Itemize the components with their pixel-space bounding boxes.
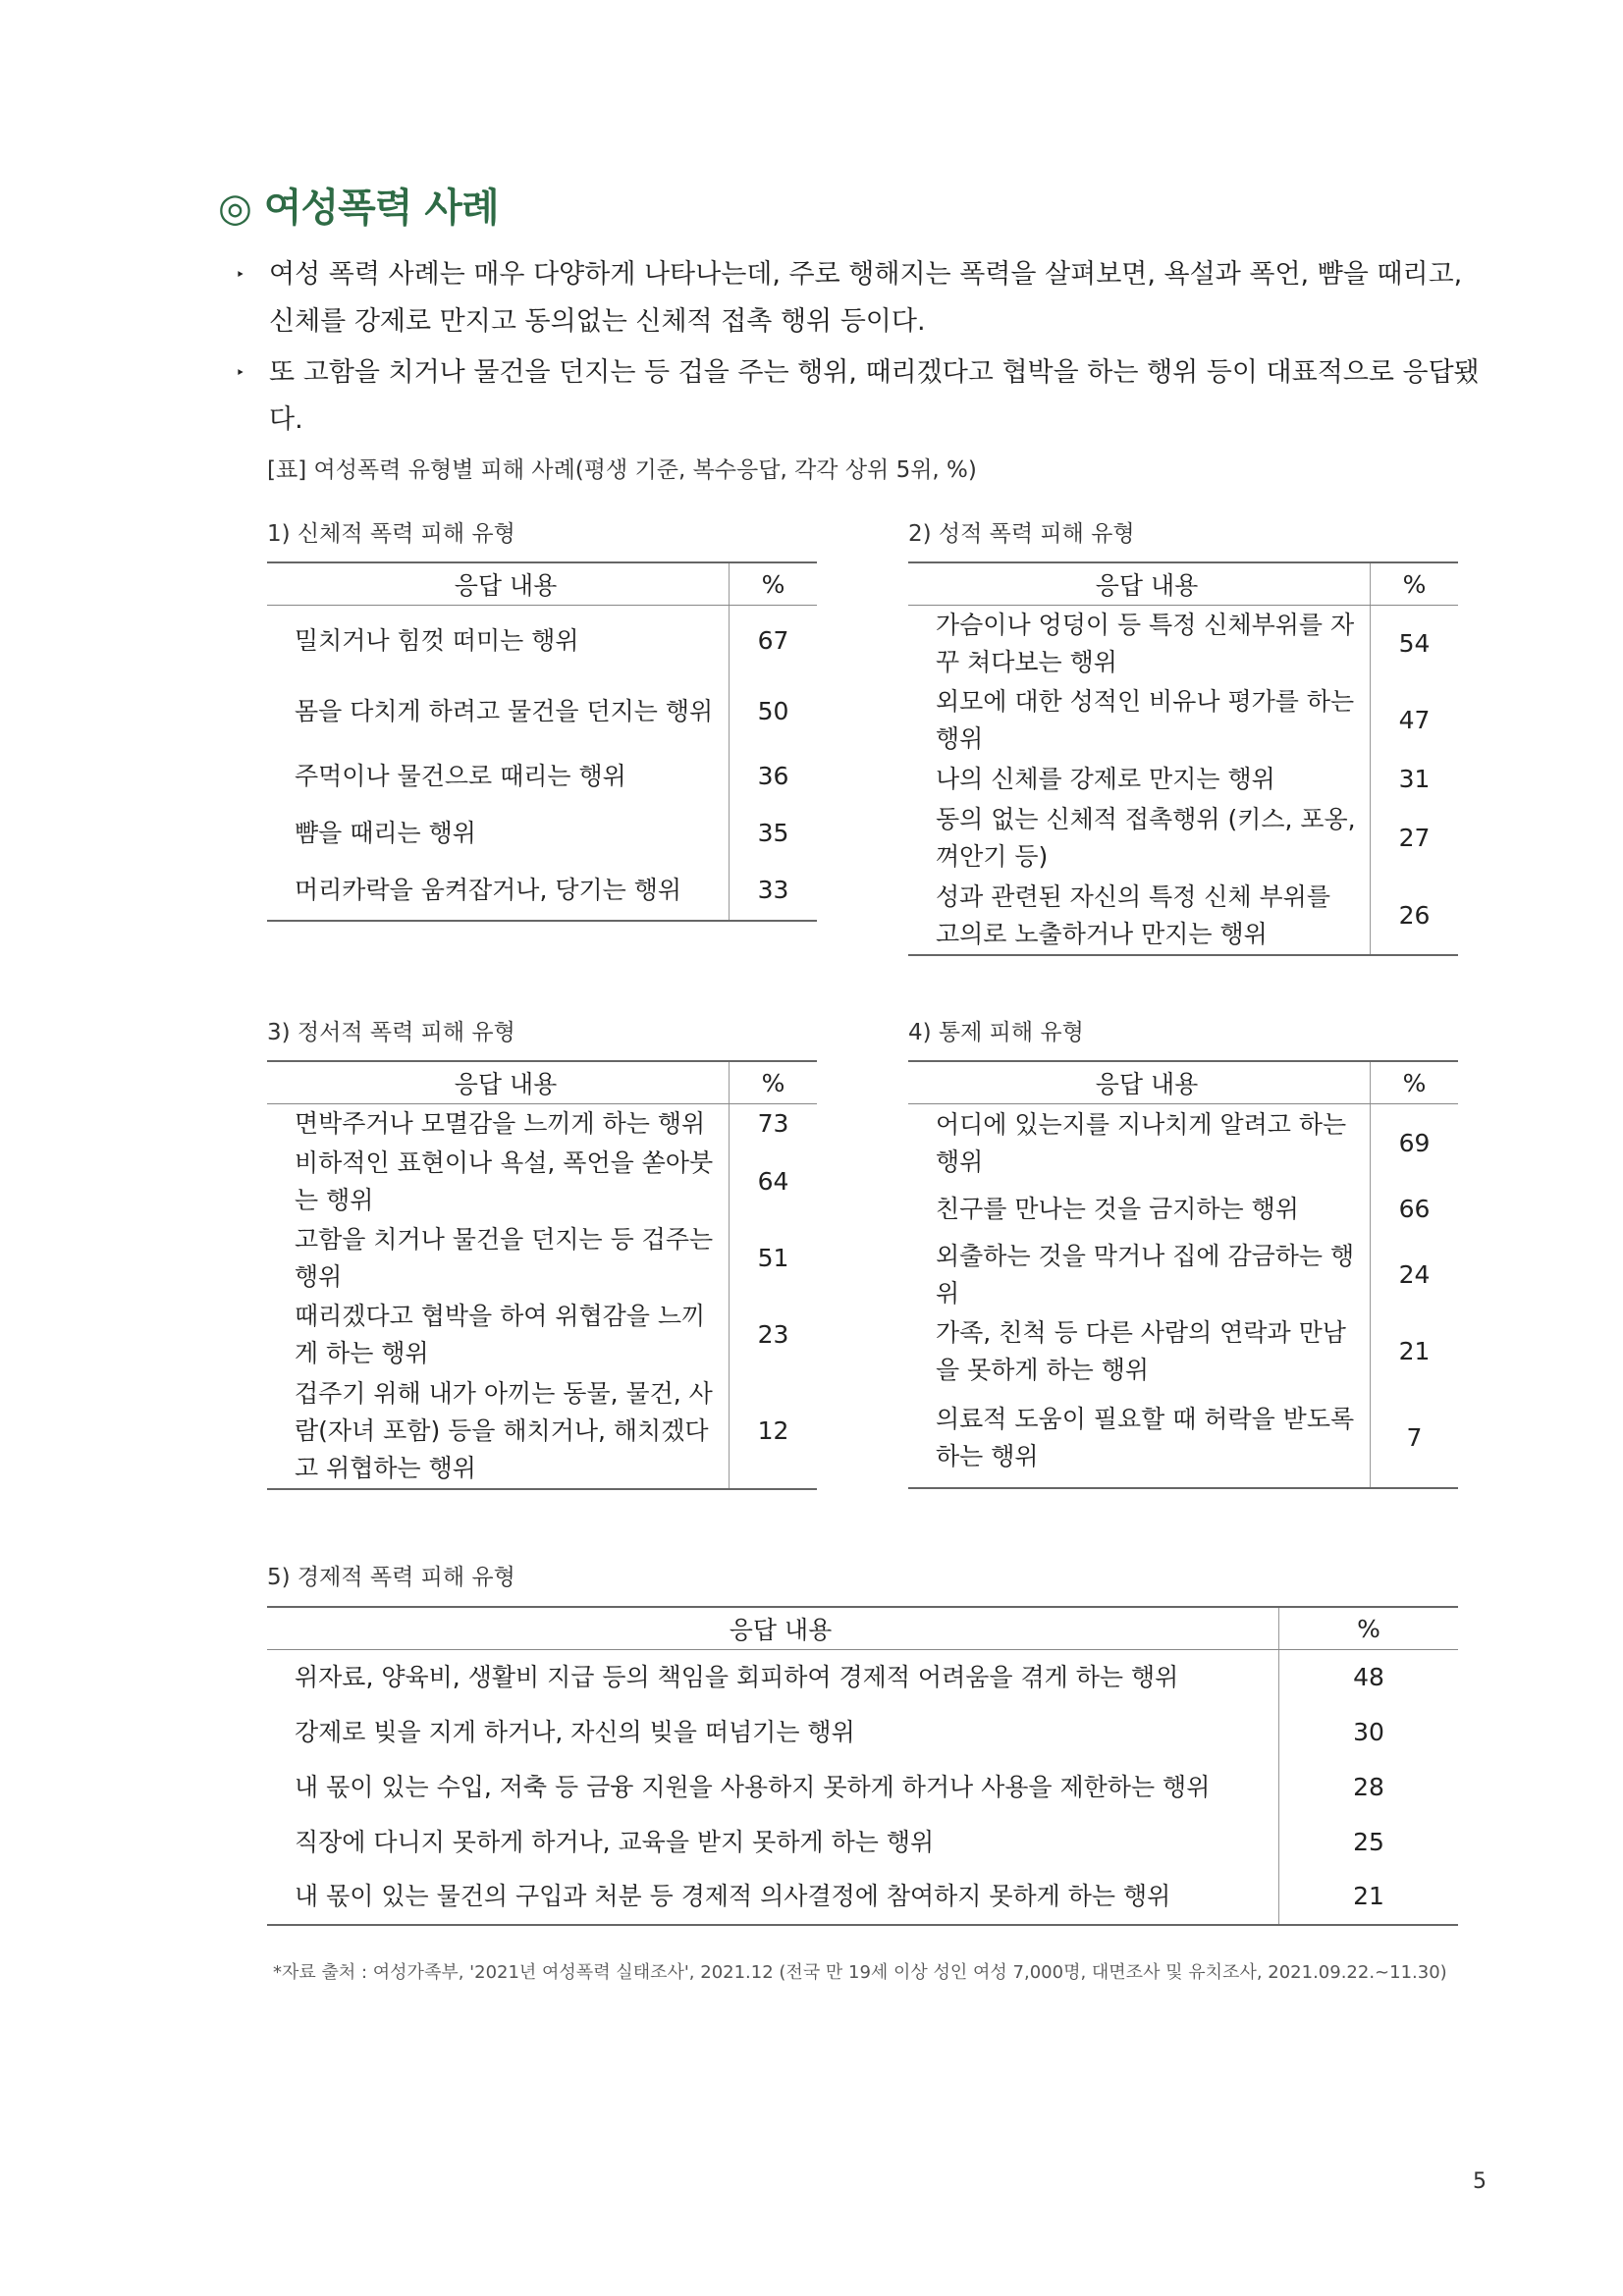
column-header-content: 응답 내용 — [267, 562, 730, 606]
row-value: 36 — [730, 747, 818, 806]
table-row — [267, 862, 817, 921]
table-row — [267, 1297, 817, 1373]
row-value: 31 — [1371, 759, 1459, 800]
row-value: 28 — [1279, 1760, 1459, 1815]
row-value: 26 — [1371, 877, 1459, 955]
emotional-violence-table — [267, 1060, 817, 1490]
row-value: 24 — [1371, 1237, 1459, 1313]
control-violence-table — [908, 1060, 1458, 1489]
table-row — [267, 1870, 1458, 1925]
row-label: 성과 관련된 자신의 특정 신체 부위를 고의로 노출하거나 만지는 행위 — [908, 877, 1371, 955]
table-row — [908, 800, 1458, 877]
bullet-item — [236, 349, 1483, 444]
table-row — [267, 1373, 817, 1489]
table-row — [267, 747, 817, 806]
bullet-text: 여성 폭력 사례는 매우 다양하게 나타나는데, 주로 행해지는 폭력을 살펴보면, 욕설과 폭언, 뺨을 때리고, 신체를 강제로 만지고 동의없는 신체적 접촉 행위 등이다. — [269, 259, 1463, 337]
table-row — [267, 1650, 1458, 1705]
row-label: 겁주기 위해 내가 아끼는 동물, 물건, 사람(자녀 포함) 등을 해치거나, 해치겠다고 위협하는 행위 — [267, 1373, 730, 1489]
row-value: 50 — [730, 676, 818, 747]
row-label: 내 몫이 있는 물건의 구입과 처분 등 경제적 의사결정에 참여하지 못하게 하는 행위 — [267, 1870, 1279, 1925]
row-label: 때리겠다고 협박을 하여 위협감을 느끼게 하는 행위 — [295, 1302, 706, 1367]
row-label: 어디에 있는지를 지나치게 알려고 하는 행위 — [936, 1109, 1347, 1176]
row-label: 강제로 빚을 지게 하거나, 자신의 빚을 떠넘기는 행위 — [295, 1717, 855, 1746]
row-value: 51 — [730, 1220, 818, 1297]
row-value: 12 — [730, 1373, 818, 1489]
row-value: 21 — [1371, 1313, 1459, 1390]
column-header-percent: % — [730, 1061, 818, 1104]
row-label: 내 몫이 있는 수입, 저축 등 금융 지원을 사용하지 못하게 하거나 사용을 제한하는 행위 — [295, 1772, 1211, 1801]
column-header-content: 응답 내용 — [267, 1061, 730, 1104]
row-value: 33 — [730, 862, 818, 921]
row-label: 뺨을 때리는 행위 — [295, 819, 476, 847]
row-label: 친구를 만나는 것을 금지하는 행위 — [936, 1195, 1299, 1223]
triangle-bullet-icon: ‣ — [236, 265, 245, 284]
table-row — [908, 759, 1458, 800]
row-label: 머리카락을 움켜잡거나, 당기는 행위 — [267, 862, 730, 921]
table-row — [267, 1760, 1458, 1815]
table-title: 2) 성적 폭력 피해 유형 — [908, 521, 1135, 547]
summary-bullets — [236, 251, 1483, 448]
table-row — [267, 1104, 817, 1145]
row-label: 몸을 다치게 하려고 물건을 던지는 행위 — [295, 696, 714, 725]
row-label: 의료적 도움이 필요할 때 허락을 받도록 하는 행위 — [908, 1390, 1371, 1488]
row-label: 주먹이나 물건으로 때리는 행위 — [295, 761, 626, 790]
physical-violence-table — [267, 561, 817, 922]
row-label: 면박주거나 모멸감을 느끼게 하는 행위 — [295, 1109, 706, 1138]
table-row — [908, 1313, 1458, 1390]
row-value: 21 — [1279, 1870, 1459, 1925]
table-row — [908, 606, 1458, 683]
table-row — [267, 676, 817, 747]
table-title: 3) 정서적 폭력 피해 유형 — [267, 1020, 515, 1045]
page-number: 5 — [1473, 2169, 1487, 2194]
column-header-content: 응답 내용 — [908, 562, 1371, 606]
row-value: 25 — [1279, 1815, 1459, 1870]
table-row — [267, 1220, 817, 1297]
table-title: 1) 신체적 폭력 피해 유형 — [267, 521, 515, 547]
bullet-item — [236, 251, 1483, 346]
table-row — [908, 1104, 1458, 1183]
row-label: 직장에 다니지 못하게 하거나, 교육을 받지 못하게 하는 행위 — [295, 1827, 935, 1856]
row-label: 비하적인 표현이나 욕설, 폭언을 쏟아붓는 행위 — [295, 1148, 714, 1214]
row-label: 외모에 대한 성적인 비유나 평가를 하는 행위 — [936, 687, 1355, 753]
row-value: 47 — [1371, 682, 1459, 759]
economic-violence-table — [267, 1606, 1458, 1926]
table-row — [267, 1815, 1458, 1870]
column-header-percent: % — [1371, 1061, 1459, 1104]
column-header-percent: % — [1371, 562, 1459, 606]
row-value: 66 — [1371, 1183, 1459, 1237]
bullet-text: 또 고함을 치거나 물건을 던지는 등 겁을 주는 행위, 때리겠다고 협박을 하는 행위 등이 대표적으로 응답됐다. — [269, 357, 1480, 435]
table-caption: [표] 여성폭력 유형별 피해 사례(평생 기준, 복수응답, 각각 상위 5위, %) — [267, 457, 977, 483]
table-row — [267, 1144, 817, 1220]
row-label: 가슴이나 엉덩이 등 특정 신체부위를 자꾸 쳐다보는 행위 — [936, 611, 1355, 676]
row-label: 동의 없는 신체적 접촉행위 (키스, 포옹, 껴안기 등) — [936, 805, 1356, 871]
table-row — [267, 806, 817, 862]
row-value: 7 — [1371, 1390, 1459, 1488]
column-header-percent: % — [730, 562, 818, 606]
column-header-percent: % — [1279, 1607, 1459, 1650]
table-row — [908, 682, 1458, 759]
row-value: 35 — [730, 806, 818, 862]
row-label: 고함을 치거나 물건을 던지는 등 겁주는 행위 — [295, 1225, 714, 1291]
table-row — [908, 877, 1458, 955]
row-value: 27 — [1371, 800, 1459, 877]
row-value: 48 — [1279, 1650, 1459, 1705]
page-title: ◎ 여성폭력 사례 — [218, 186, 499, 231]
column-header-content: 응답 내용 — [908, 1061, 1371, 1104]
table-title: 5) 경제적 폭력 피해 유형 — [267, 1565, 515, 1590]
row-value: 54 — [1371, 606, 1459, 683]
row-value: 23 — [730, 1297, 818, 1373]
table-row — [908, 1390, 1458, 1488]
row-value: 64 — [730, 1144, 818, 1220]
table-title: 4) 통제 피해 유형 — [908, 1020, 1084, 1045]
row-label: 가족, 친척 등 다른 사람의 연락과 만남을 못하게 하는 행위 — [936, 1317, 1346, 1384]
row-value: 30 — [1279, 1705, 1459, 1760]
table-row — [908, 1183, 1458, 1237]
row-value: 69 — [1371, 1104, 1459, 1183]
column-header-content: 응답 내용 — [267, 1607, 1279, 1650]
row-label: 밀치거나 힘껏 떠미는 행위 — [295, 625, 579, 655]
table-row — [267, 1705, 1458, 1760]
table-row — [267, 606, 817, 676]
row-value: 73 — [730, 1104, 818, 1145]
row-value: 67 — [730, 606, 818, 676]
row-label: 위자료, 양육비, 생활비 지급 등의 책임을 회피하여 경제적 어려움을 겪게 하는 행위 — [295, 1662, 1179, 1691]
source-note: *자료 출처 : 여성가족부, '2021년 여성폭력 실태조사', 2021.12 (전국 만 19세 이상 성인 여성 7,000명, 대면조사 및 유치조사, 2021.09.22.~11.30) — [273, 1962, 1447, 1983]
row-label: 외출하는 것을 막거나 집에 감금하는 행위 — [936, 1241, 1355, 1308]
table-row — [908, 1237, 1458, 1313]
row-label: 나의 신체를 강제로 만지는 행위 — [936, 765, 1275, 793]
sexual-violence-table — [908, 561, 1458, 956]
triangle-bullet-icon: ‣ — [236, 363, 245, 382]
